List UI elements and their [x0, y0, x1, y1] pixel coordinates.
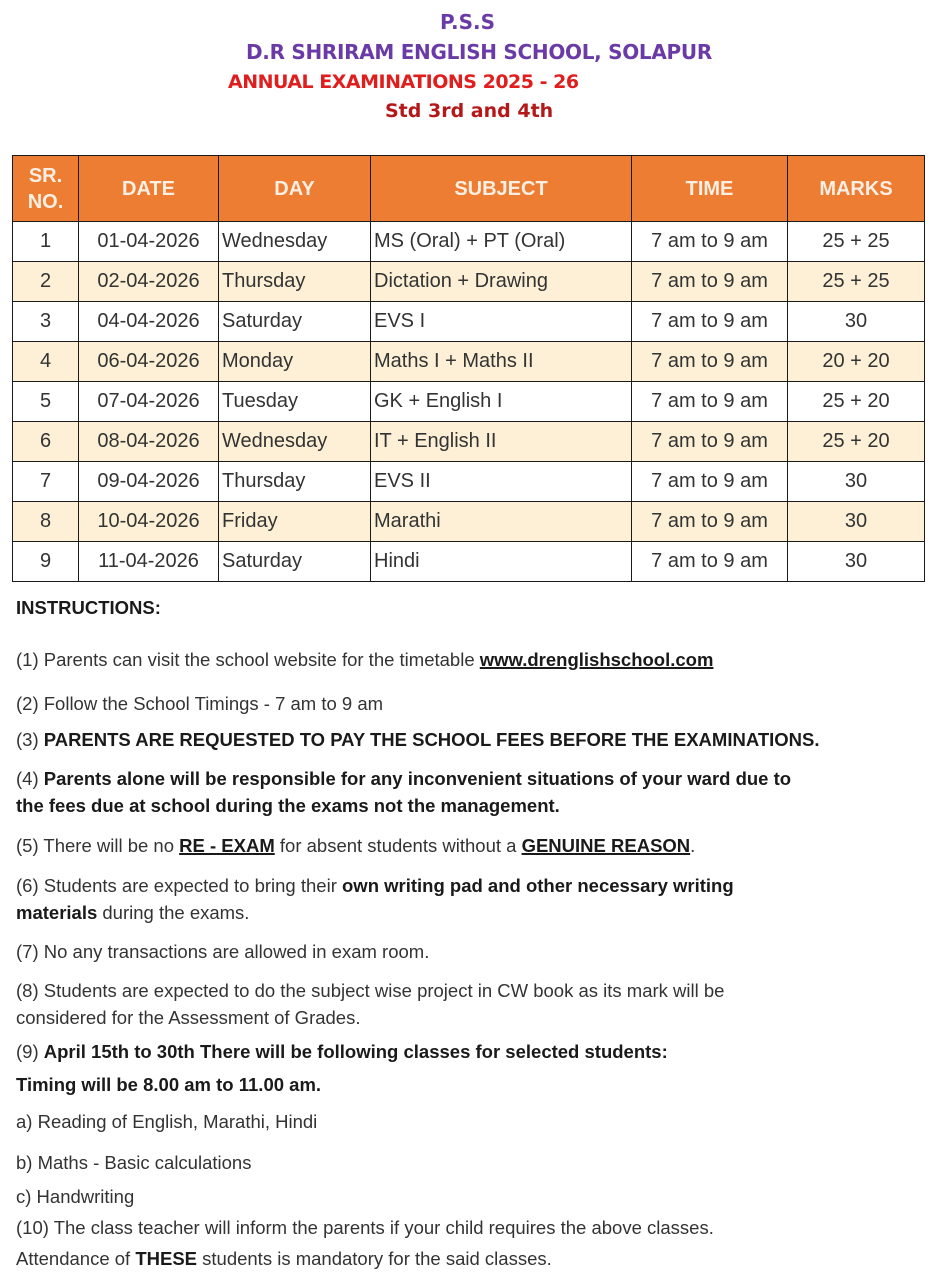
cell-time: 7 am to 9 am — [632, 502, 788, 542]
instruction-7: (7) No any transactions are allowed in exam room. — [16, 941, 430, 962]
cell-day: Wednesday — [219, 222, 371, 262]
sub-item-c: c) Handwriting — [16, 1186, 135, 1207]
cell-subject: EVS II — [371, 462, 632, 502]
col-header-subject: SUBJECT — [371, 156, 632, 222]
table-row — [13, 382, 925, 422]
cell-marks: 25 + 25 — [788, 262, 925, 302]
cell-subject: IT + English II — [371, 422, 632, 462]
instruction-2: (2) Follow the School Timings - 7 am to 9 am — [16, 693, 384, 714]
cell-sr: 2 — [13, 262, 79, 302]
cell-subject: MS (Oral) + PT (Oral) — [371, 222, 632, 262]
cell-marks: 25 + 20 — [788, 422, 925, 462]
table-row — [13, 342, 925, 382]
instruction-3: (3) PARENTS ARE REQUESTED TO PAY THE SCHOOL FEES BEFORE THE EXAMINATIONS. — [16, 729, 820, 750]
table-header-row — [13, 156, 925, 222]
table-row — [13, 222, 925, 262]
instructions-title: INSTRUCTIONS: — [16, 597, 161, 618]
cell-time: 7 am to 9 am — [632, 302, 788, 342]
instruction-9: (9) April 15th to 30th There will be following classes for selected students: Timing will be 8.00 am to 11.00 am. — [16, 1041, 668, 1095]
cell-date: 07-04-2026 — [79, 382, 219, 422]
instruction-1: (1) Parents can visit the school website for the timetable www.drenglishschool.com — [16, 649, 714, 670]
cell-marks: 30 — [788, 542, 925, 582]
cell-day: Wednesday — [219, 422, 371, 462]
cell-time: 7 am to 9 am — [632, 262, 788, 302]
cell-time: 7 am to 9 am — [632, 422, 788, 462]
cell-sr: 3 — [13, 302, 79, 342]
cell-date: 11-04-2026 — [79, 542, 219, 582]
cell-marks: 20 + 20 — [788, 342, 925, 382]
cell-date: 10-04-2026 — [79, 502, 219, 542]
col-header-date: DATE — [79, 156, 219, 222]
cell-subject: Hindi — [371, 542, 632, 582]
cell-marks: 30 — [788, 302, 925, 342]
instruction-8: (8) Students are expected to do the subject wise project in CW book as its mark will be considered for the Assessment of Grades. — [16, 980, 725, 1028]
cell-marks: 25 + 25 — [788, 222, 925, 262]
table-row — [13, 262, 925, 302]
cell-day: Saturday — [219, 542, 371, 582]
sub-item-b: b) Maths - Basic calculations — [16, 1152, 252, 1173]
cell-day: Friday — [219, 502, 371, 542]
cell-date: 09-04-2026 — [79, 462, 219, 502]
cell-sr: 9 — [13, 542, 79, 582]
instruction-5: (5) There will be no RE - EXAM for absent students without a GENUINE REASON. — [16, 835, 696, 856]
col-header-day: DAY — [219, 156, 371, 222]
table-row — [13, 462, 925, 502]
cell-sr: 7 — [13, 462, 79, 502]
cell-time: 7 am to 9 am — [632, 382, 788, 422]
cell-marks: 30 — [788, 462, 925, 502]
cell-day: Thursday — [219, 262, 371, 302]
cell-time: 7 am to 9 am — [632, 342, 788, 382]
school-name: D.R SHRIRAM ENGLISH SCHOOL, SOLAPUR — [246, 40, 712, 64]
cell-date: 04-04-2026 — [79, 302, 219, 342]
col-header-time: TIME — [632, 156, 788, 222]
cell-subject: Marathi — [371, 502, 632, 542]
standard-label: Std 3rd and 4th — [385, 100, 554, 122]
cell-marks: 30 — [788, 502, 925, 542]
cell-date: 02-04-2026 — [79, 262, 219, 302]
cell-subject: EVS I — [371, 302, 632, 342]
cell-subject: Dictation + Drawing — [371, 262, 632, 302]
instruction-6: (6) Students are expected to bring their own writing pad and other necessary writing materials during the exams. — [16, 875, 734, 923]
table-row — [13, 502, 925, 542]
school-website-link[interactable]: www.drenglishschool.com — [479, 649, 714, 670]
sub-item-a: a) Reading of English, Marathi, Hindi — [16, 1111, 318, 1132]
cell-sr: 6 — [13, 422, 79, 462]
cell-subject: Maths I + Maths II — [371, 342, 632, 382]
cell-sr: 8 — [13, 502, 79, 542]
cell-time: 7 am to 9 am — [632, 542, 788, 582]
exam-timetable — [12, 155, 925, 582]
cell-day: Saturday — [219, 302, 371, 342]
exam-title: ANNUAL EXAMINATIONS 2025 - 26 — [228, 71, 579, 93]
cell-time: 7 am to 9 am — [632, 462, 788, 502]
cell-sr: 1 — [13, 222, 79, 262]
cell-time: 7 am to 9 am — [632, 222, 788, 262]
cell-day: Tuesday — [219, 382, 371, 422]
instruction-10: (10) The class teacher will inform the parents if your child requires the above classes. Attendance of THESE students is mandatory for the said classes. — [16, 1217, 714, 1269]
cell-day: Thursday — [219, 462, 371, 502]
col-header-sr-no: SR. NO. — [13, 156, 79, 222]
cell-marks: 25 + 20 — [788, 382, 925, 422]
cell-sr: 4 — [13, 342, 79, 382]
cell-date: 08-04-2026 — [79, 422, 219, 462]
org-name: P.S.S — [440, 10, 495, 34]
table-row — [13, 422, 925, 462]
col-header-marks: MARKS — [788, 156, 925, 222]
table-row — [13, 542, 925, 582]
cell-date: 06-04-2026 — [79, 342, 219, 382]
instruction-4: (4) Parents alone will be responsible for any inconvenient situations of your ward due to the fees due at school during the exams not the management. — [16, 768, 792, 816]
table-row — [13, 302, 925, 342]
cell-subject: GK + English I — [371, 382, 632, 422]
cell-sr: 5 — [13, 382, 79, 422]
cell-date: 01-04-2026 — [79, 222, 219, 262]
cell-day: Monday — [219, 342, 371, 382]
